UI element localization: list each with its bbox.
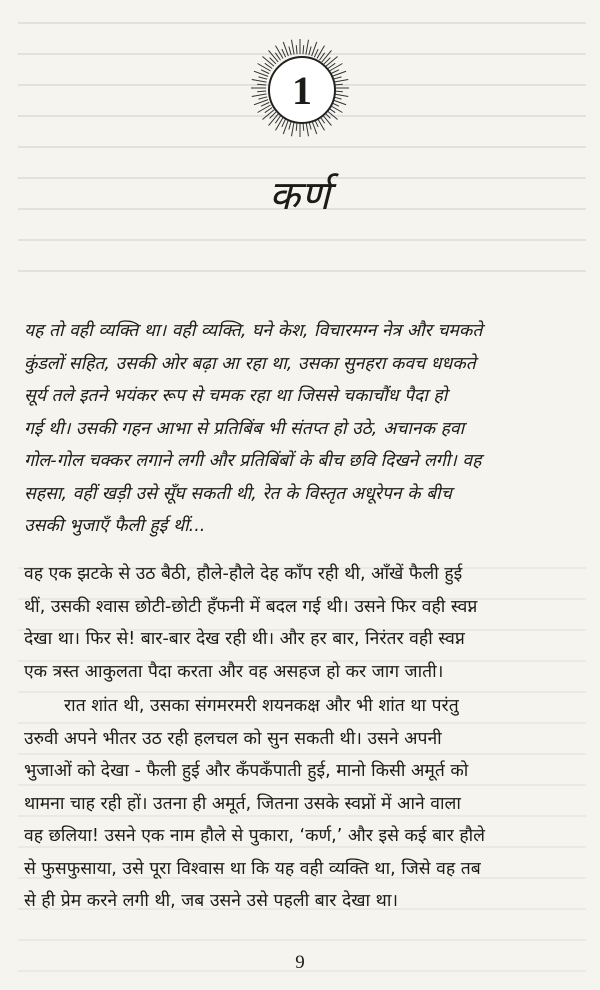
text-line: रात शांत थी, उसका संगमरमरी शयनकक्ष और भी शांत था परंतु: [64, 696, 459, 716]
chapter-number: 1: [268, 56, 336, 124]
sunburst-ray: [261, 102, 269, 106]
sunburst-ray: [296, 45, 297, 54]
text-line: सूर्य तले इतने भयंकर रूप से चमक रहा था जिससे चकाचौंध पैदा हो: [24, 386, 448, 406]
text-line: थामना चाह रही हों। उतना ही अमूर्त, जितना उसके स्वप्नों में आने वाला: [24, 793, 461, 814]
sunburst-ray: [291, 121, 294, 136]
text-line: गई थी। उसकी गहन आभा से प्रतिबिंब भी संतप्त हो उठे, अचानक हवा: [24, 418, 465, 439]
paragraph-night: [24, 690, 580, 918]
text-line: वह छलिया! उसने एक नाम हौले से पुकारा, ‘कर्ण,’ और इसे कई बार हौले: [24, 826, 486, 846]
page-number: 9: [295, 952, 305, 973]
text-line: देखा था। फिर से! बार-बार देख रही थी। और हर बार, निरंतर वही स्वप्न: [24, 629, 465, 649]
sunburst-ray: [258, 64, 271, 72]
text-line: से फुसफुसाया, उसे पूरा विश्वास था कि यह वही व्यक्ति था, जिसे वह तब: [24, 858, 481, 879]
sunburst-ray: [317, 46, 325, 59]
text-line: कुंडलों सहित, उसकी ओर बढ़ा आ रहा था, उसका सुनहरा कवच धधकते: [24, 353, 476, 374]
sunburst-ray: [257, 91, 266, 92]
sunburst-ray: [282, 119, 286, 127]
sunburst-ray: [269, 50, 279, 61]
sunburst-ray: [252, 94, 267, 97]
sunburst-ray: [314, 49, 318, 57]
sunburst-ray: [262, 110, 273, 120]
sunburst-ray: [252, 79, 267, 82]
text-line: यह तो वही व्यक्ति था। वही व्यक्ति, घने केश, विचारमग्न नेत्र और चमकते: [24, 321, 483, 341]
chapter-title: कर्ण: [269, 173, 331, 219]
paragraph-awakening: [24, 558, 580, 688]
sunburst-ray: [261, 70, 269, 74]
sunburst-ray: [258, 97, 267, 99]
text-line: सहसा, वहीं खड़ी उसे सूँघ सकती थी, रेत के विस्तृत अधूरेपन के बीच: [24, 483, 452, 504]
sunburst-ray: [276, 117, 284, 130]
text-line: थीं, उसकी श्वास छोटी-छोटी हँफनी में बदल गई थी। उसने फिर वही स्वप्न: [24, 596, 478, 617]
sunburst-ray: [258, 105, 271, 113]
chapter-number-ornament: [250, 38, 350, 138]
sunburst-ray: [257, 84, 266, 85]
sunburst-ray: [331, 70, 339, 74]
sunburst-ray: [309, 46, 311, 55]
text-line: एक त्रस्त आकुलता पैदा करता और वह असहज हो कर जाग जाती।: [24, 661, 444, 682]
sunburst-ray: [333, 79, 348, 82]
text-line: वह एक झटके से उठ बैठी, हौले-हौले देह काँप रही थी, आँखें फैली हुई: [24, 564, 463, 584]
sunburst-ray: [291, 40, 294, 55]
sunburst-ray: [262, 57, 273, 67]
sunburst-ray: [326, 57, 337, 67]
text-line: भुजाओं को देखा - फैली हुई और कँपकँपाती हुई, मानो किसी अमूर्त को: [24, 761, 469, 781]
text-line: से ही प्रेम करने लगी थी, जब उसने उसे पहली बार देखा था।: [24, 891, 398, 911]
text-line: गोल-गोल चक्कर लगाने लगी और प्रतिबिंबों के बीच छवि दिखने लगी। वह: [24, 451, 482, 471]
text-line: उरुवी अपने भीतर उठ रही हलचल को सुन सकती थी। उसने अपनी: [24, 728, 442, 749]
sunburst-ray: [269, 114, 279, 125]
sunburst-ray: [303, 45, 304, 54]
sunburst-ray: [282, 49, 286, 57]
italic-dream-paragraph: [24, 315, 580, 543]
sunburst-ray: [276, 46, 284, 59]
sunburst-ray: [306, 40, 309, 55]
text-line: उसकी भुजाएँ फैली हुई थीं...: [24, 516, 206, 536]
sunburst-ray: [329, 64, 342, 72]
sunburst-ray: [322, 50, 332, 61]
sunburst-ray: [289, 46, 291, 55]
sunburst-ray: [258, 77, 267, 79]
